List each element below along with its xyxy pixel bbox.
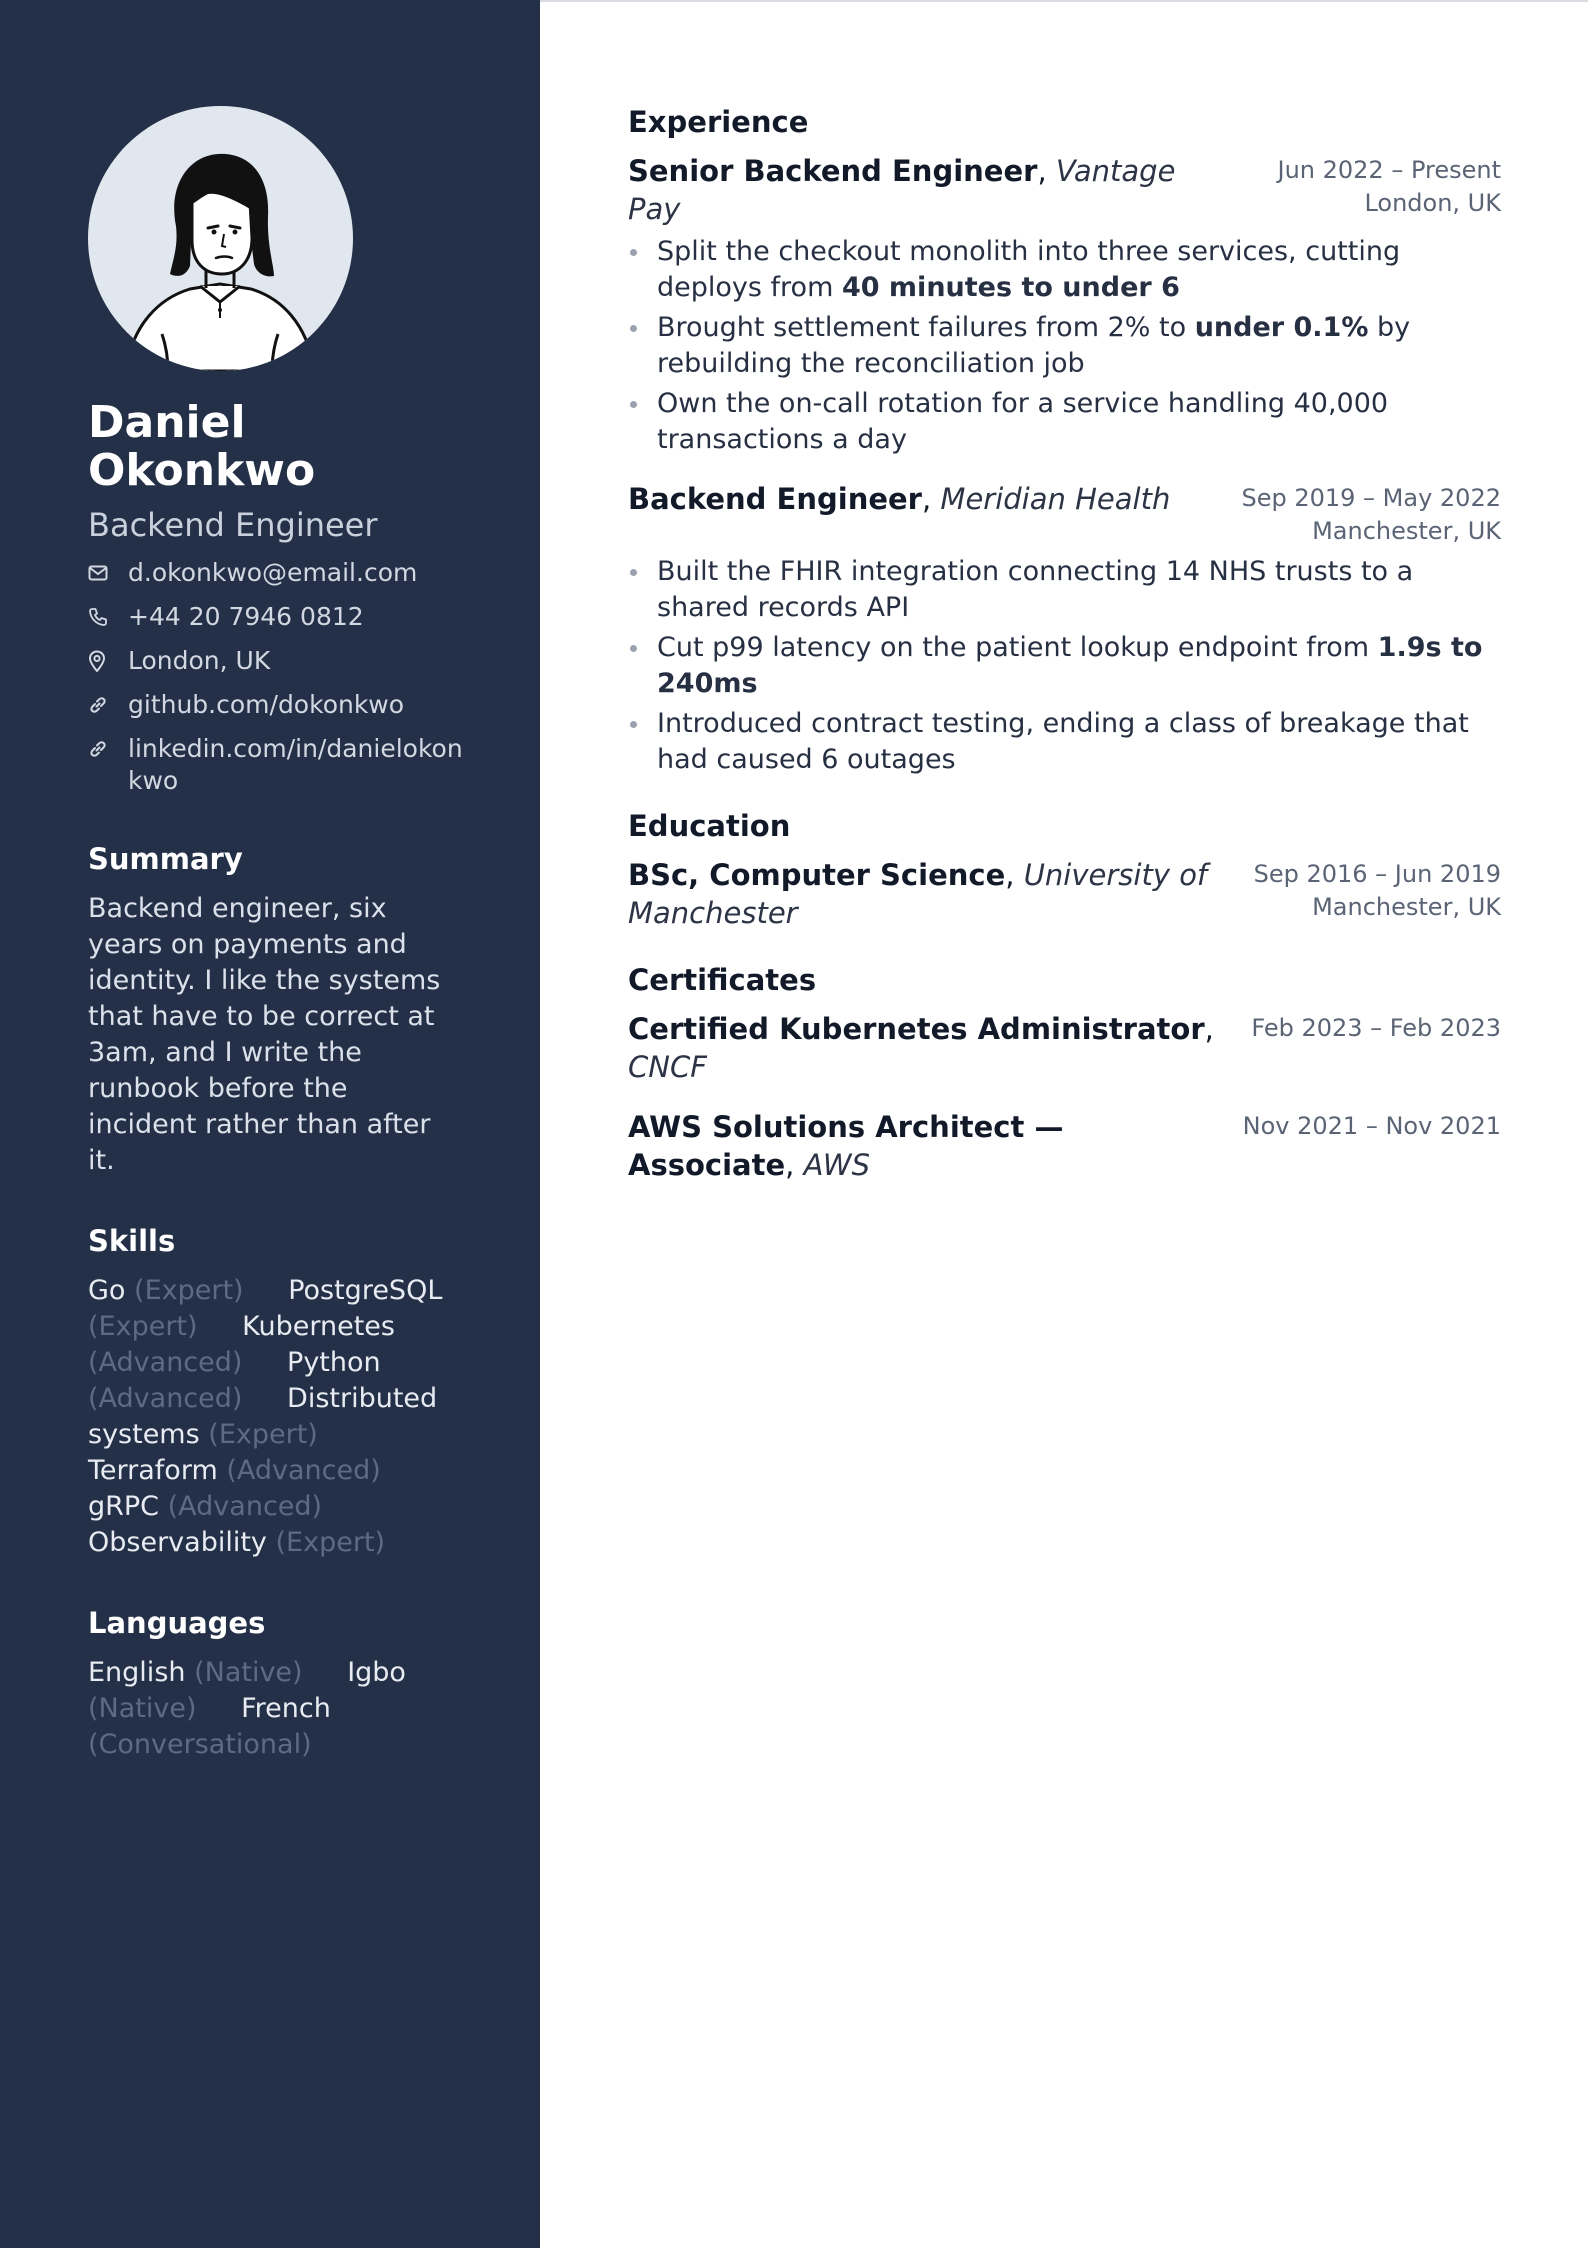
skill-level: (Expert) bbox=[88, 1311, 198, 1342]
title-separator: , bbox=[921, 482, 941, 516]
skill-name: Observability bbox=[88, 1527, 267, 1558]
experience-heading: Experience bbox=[628, 105, 809, 139]
phone-icon bbox=[88, 601, 112, 633]
skill-name: Python bbox=[287, 1347, 381, 1378]
skill-item bbox=[88, 1275, 244, 1306]
skill-name: gRPC bbox=[88, 1491, 160, 1522]
bullet-item bbox=[628, 310, 1501, 382]
bullet-highlight: 1.9s to 240ms bbox=[657, 632, 1483, 699]
contact-email-text: d.okonkwo@email.com bbox=[128, 558, 418, 587]
link-icon bbox=[88, 733, 112, 765]
bullet-text: by rebuilding the reconciliation job bbox=[657, 312, 1411, 379]
certificate-entry bbox=[628, 1010, 1501, 1086]
bullet-highlight: 40 minutes to under 6 bbox=[841, 272, 1180, 303]
avatar bbox=[88, 106, 353, 371]
bullet-item bbox=[628, 706, 1501, 778]
certificate-title: Certified Kubernetes Administrator bbox=[628, 1012, 1205, 1046]
bullet-item bbox=[628, 386, 1501, 458]
skill-level: (Advanced) bbox=[88, 1347, 243, 1378]
contact-linkedin[interactable] bbox=[88, 733, 540, 797]
entry-title bbox=[628, 1108, 1078, 1184]
contact-github-text: github.com/dokonkwo bbox=[128, 690, 405, 719]
entry-location: London, UK bbox=[1364, 189, 1501, 217]
title-separator: , bbox=[1005, 858, 1024, 892]
skill-item bbox=[88, 1491, 322, 1522]
skill-name: PostgreSQL bbox=[288, 1275, 443, 1306]
entry-meta bbox=[1277, 152, 1501, 220]
language-name: French bbox=[241, 1693, 331, 1724]
bullet-item bbox=[628, 554, 1501, 626]
skill-item bbox=[88, 1527, 385, 1558]
title-separator: , bbox=[1204, 1012, 1214, 1046]
entry-dates: Jun 2022 – Present bbox=[1277, 156, 1501, 184]
title-separator: , bbox=[1037, 154, 1056, 188]
certificate-title: AWS Solutions Architect — Associate bbox=[628, 1110, 1064, 1182]
experience-entry bbox=[628, 480, 1501, 778]
bullet-text: Cut p99 latency on the patient lookup endpoint from bbox=[657, 632, 1378, 663]
bullet-text: Brought settlement failures from 2% to bbox=[657, 312, 1195, 343]
entry-location: Manchester, UK bbox=[1312, 517, 1501, 545]
contact-location-text: London, UK bbox=[128, 646, 271, 675]
education-section bbox=[628, 808, 1501, 932]
link-icon bbox=[88, 689, 112, 721]
issuer: CNCF bbox=[628, 1050, 707, 1084]
language-level: (Native) bbox=[194, 1657, 303, 1688]
skill-level: (Expert) bbox=[134, 1275, 244, 1306]
bullet-highlight: under 0.1% bbox=[1194, 312, 1369, 343]
entry-title bbox=[628, 480, 1170, 518]
experience-entry bbox=[628, 152, 1501, 458]
education-entry bbox=[628, 856, 1501, 932]
bullet-list bbox=[628, 554, 1501, 778]
language-item bbox=[88, 1657, 303, 1688]
entry-dates: Sep 2016 – Jun 2019 bbox=[1253, 860, 1501, 888]
entry-title bbox=[628, 152, 1228, 228]
experience-section bbox=[628, 104, 1501, 778]
summary-heading: Summary bbox=[88, 842, 243, 876]
certificate-entry bbox=[628, 1108, 1501, 1184]
bullet-item bbox=[628, 630, 1501, 702]
main-content bbox=[628, 104, 1501, 1214]
mail-icon bbox=[88, 557, 112, 589]
language-level: (Native) bbox=[88, 1693, 197, 1724]
summary-text: Backend engineer, six years on payments and identity. I like the systems that have to be correct at 3am, and I write the runbook before the incident rather than after it. bbox=[88, 893, 441, 1176]
bullet-text: Introduced contract testing, ending a class of breakage that had caused 6 outages bbox=[657, 708, 1469, 775]
job-title: Senior Backend Engineer bbox=[628, 154, 1038, 188]
contact-phone-text: +44 20 7946 0812 bbox=[128, 602, 364, 631]
contact-phone[interactable] bbox=[88, 601, 540, 633]
language-name: English bbox=[88, 1657, 186, 1688]
candidate-headline: Backend Engineer bbox=[88, 506, 378, 544]
skill-name: Go bbox=[88, 1275, 126, 1306]
entry-title bbox=[628, 1010, 1228, 1086]
institution: University of Manchester bbox=[628, 858, 1208, 930]
skill-level: (Advanced) bbox=[226, 1455, 381, 1486]
skill-name: Kubernetes bbox=[242, 1311, 395, 1342]
person-illustration-icon bbox=[88, 106, 353, 371]
education-heading: Education bbox=[628, 809, 791, 843]
skill-item bbox=[88, 1455, 381, 1486]
certificates-section bbox=[628, 962, 1501, 1184]
languages-heading: Languages bbox=[88, 1606, 266, 1640]
bullet-text: Built the FHIR integration connecting 14 NHS trusts to a shared records API bbox=[657, 556, 1414, 623]
contact-github[interactable] bbox=[88, 689, 540, 721]
language-level: (Conversational) bbox=[88, 1729, 312, 1760]
skill-level: (Advanced) bbox=[88, 1383, 243, 1414]
entry-meta bbox=[1251, 1010, 1501, 1045]
entry-meta bbox=[1243, 1108, 1501, 1143]
skills-heading: Skills bbox=[88, 1224, 176, 1258]
contact-list bbox=[88, 557, 540, 797]
candidate-name: Daniel Okonkwo bbox=[88, 397, 316, 496]
entry-location: Manchester, UK bbox=[1312, 893, 1501, 921]
entry-title bbox=[628, 856, 1228, 932]
language-name: Igbo bbox=[347, 1657, 406, 1688]
skill-level: (Advanced) bbox=[167, 1491, 323, 1522]
employer: Vantage Pay bbox=[628, 154, 1176, 226]
skill-level: (Expert) bbox=[275, 1527, 386, 1558]
bullet-list bbox=[628, 234, 1501, 458]
bullet-item bbox=[628, 234, 1501, 306]
entry-dates: Sep 2019 – May 2022 bbox=[1241, 484, 1501, 512]
contact-linkedin-text: linkedin.com/in/danielokonkwo bbox=[128, 734, 463, 795]
skill-name: Distributed systems bbox=[88, 1383, 438, 1450]
skill-name: Terraform bbox=[88, 1455, 218, 1486]
skill-level: (Expert) bbox=[208, 1419, 318, 1450]
location-pin-icon bbox=[88, 645, 112, 677]
languages-list bbox=[88, 1655, 468, 1763]
entry-meta bbox=[1241, 480, 1501, 548]
certificates-heading: Certificates bbox=[628, 963, 817, 997]
entry-meta bbox=[1254, 856, 1501, 924]
skills-list bbox=[88, 1273, 468, 1561]
entry-dates: Feb 2023 – Feb 2023 bbox=[1251, 1014, 1501, 1042]
sidebar bbox=[0, 0, 540, 2248]
entry-dates: Nov 2021 – Nov 2021 bbox=[1242, 1112, 1501, 1140]
job-title: Backend Engineer bbox=[628, 482, 922, 516]
bullet-text: Split the checkout monolith into three services, cutting deploys from bbox=[657, 236, 1401, 303]
contact-location bbox=[88, 645, 540, 677]
issuer: AWS bbox=[803, 1148, 870, 1182]
contact-email[interactable] bbox=[88, 557, 540, 589]
bullet-text: Own the on-call rotation for a service handling 40,000 transactions a day bbox=[657, 388, 1389, 455]
degree-title: BSc, Computer Science bbox=[628, 858, 1006, 892]
title-separator: , bbox=[785, 1148, 804, 1182]
employer: Meridian Health bbox=[940, 482, 1171, 516]
